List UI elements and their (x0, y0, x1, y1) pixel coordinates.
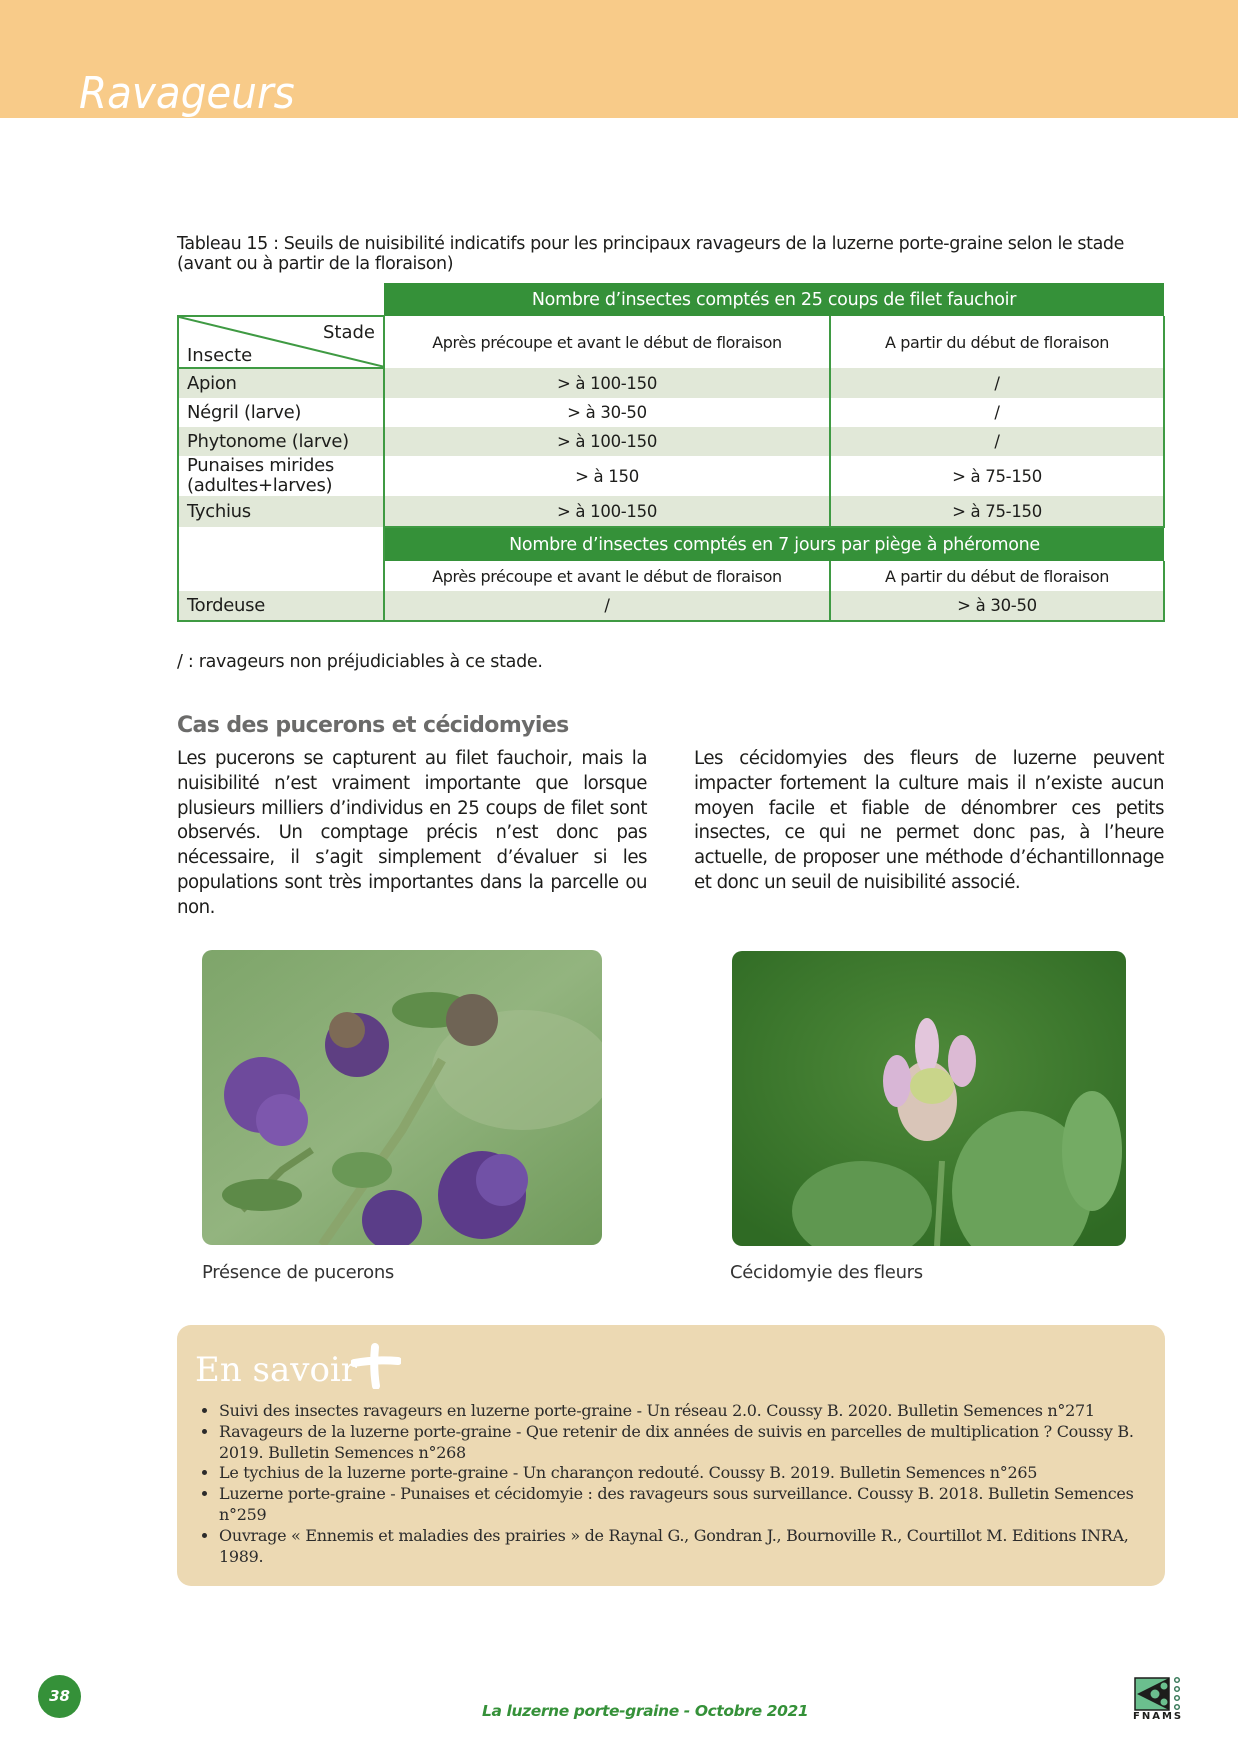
logo-text: FNAMS (1133, 1711, 1184, 1722)
group1-header: Nombre d’insectes comptés en 25 coups de filet fauchoir (384, 283, 1164, 316)
section-heading: Cas des pucerons et cécidomyies (177, 713, 569, 738)
insect-name: Phytonome (larve) (178, 427, 384, 456)
thresholds-table (177, 283, 1165, 622)
corner-cell (178, 316, 384, 368)
reference-item: • Suivi des insectes ravageurs en luzerne porte-graine - Un réseau 2.0. Coussy B. 2020. Bulletin Semences n°271 (219, 1401, 1149, 1422)
photo-caption: Cécidomyie des fleurs (730, 1262, 923, 1283)
value-after: > à 30-50 (830, 591, 1164, 621)
value-before: > à 100-150 (384, 368, 830, 398)
insect-name: Punaises mirides (adultes+larves) (178, 456, 384, 496)
table-caption: Tableau 15 : Seuils de nuisibilité indicatifs pour les principaux ravageurs de la luzerne porte-graine selon le stade (avant ou à partir de la floraison) (177, 234, 1125, 274)
page-title: Ravageurs (79, 68, 295, 118)
corner-stade-label: Stade (322, 322, 375, 343)
insect-name: Tychius (178, 496, 384, 527)
value-before: / (384, 591, 830, 621)
empty-cell (178, 561, 384, 591)
col-header-after: A partir du début de floraison (830, 561, 1164, 591)
col-header-after: A partir du début de floraison (830, 316, 1164, 368)
col-header-before: Après précoupe et avant le début de floraison (384, 316, 830, 368)
value-before: > à 150 (384, 456, 830, 496)
value-after: / (830, 368, 1164, 398)
en-savoir-title: En savoir (195, 1350, 358, 1390)
alfalfa-purple-flowers-photo-icon (202, 950, 602, 1245)
value-before: > à 100-150 (384, 496, 830, 527)
value-after: > à 75-150 (830, 496, 1164, 527)
value-before: > à 100-150 (384, 427, 830, 456)
reference-item: • Ouvrage « Ennemis et maladies des prairies » de Raynal G., Gondran J., Bournoville R., Courtillot M. Editions INRA, 1989. (219, 1526, 1149, 1568)
page-number: 38 (38, 1675, 81, 1718)
insect-name: Tordeuse (178, 591, 384, 621)
empty-cell (178, 283, 384, 316)
table-row (178, 398, 1164, 427)
table-row (178, 456, 1164, 496)
alfalfa-bud-photo-icon (732, 951, 1126, 1246)
reference-item: • Le tychius de la luzerne porte-graine - Un charançon redouté. Coussy B. 2019. Bulletin Semences n°265 (219, 1463, 1149, 1484)
references-list (195, 1401, 1149, 1567)
group2-header: Nombre d’insectes comptés en 7 jours par piège à phéromone (384, 527, 1164, 561)
photo-pucerons (202, 950, 602, 1245)
value-after: / (830, 398, 1164, 427)
insect-name: Apion (178, 368, 384, 398)
plus-icon (351, 1343, 401, 1389)
table-footnote: / : ravageurs non préjudiciables à ce stade. (177, 652, 543, 672)
table-row (178, 427, 1164, 456)
value-after: > à 75-150 (830, 456, 1164, 496)
empty-cell (178, 527, 384, 561)
photo-cecidomyie (732, 951, 1126, 1246)
table-row (178, 496, 1164, 527)
en-savoir-plus-box (177, 1325, 1165, 1586)
table-row (178, 368, 1164, 398)
col-header-before: Après précoupe et avant le début de floraison (384, 561, 830, 591)
value-after: / (830, 427, 1164, 456)
reference-item: • Ravageurs de la luzerne porte-graine - Que retenir de dix années de suivis en parcelles de multiplication ? Coussy B. 2019. Bulletin Semences n°268 (219, 1422, 1149, 1464)
corner-insecte-label: Insecte (187, 345, 253, 366)
value-before: > à 30-50 (384, 398, 830, 427)
reference-item: • Luzerne porte-graine - Punaises et cécidomyie : des ravageurs sous surveillance. Coussy B. 2018. Bulletin Semences n°259 (219, 1484, 1149, 1526)
paragraph-pucerons: Les pucerons se capturent au filet fauchoir, mais la nuisibilité n’est vraiment importante que lorsque plusieurs milliers d’individus en 25 coups de filet sont observés. Un comptage précis n’est donc pas nécessaire, il s’agit simplement d’évaluer si les populations sont très importantes dans la parcelle ou non. (177, 748, 647, 918)
insect-name: Négril (larve) (178, 398, 384, 427)
table-row (178, 591, 1164, 621)
photo-caption: Présence de pucerons (202, 1262, 395, 1283)
footer-publication: La luzerne porte-graine - Octobre 2021 (482, 1702, 809, 1720)
paragraph-cecidomyies: Les cécidomyies des fleurs de luzerne peuvent impacter fortement la culture mais il n’existe aucun moyen facile et fiable de dénombrer ces petits insectes, ce qui ne permet donc pas, à l’heure actuelle, de proposer une méthode d’échantillonnage et donc un seuil de nuisibilité associé. (694, 748, 1164, 893)
header-band (0, 0, 1238, 118)
